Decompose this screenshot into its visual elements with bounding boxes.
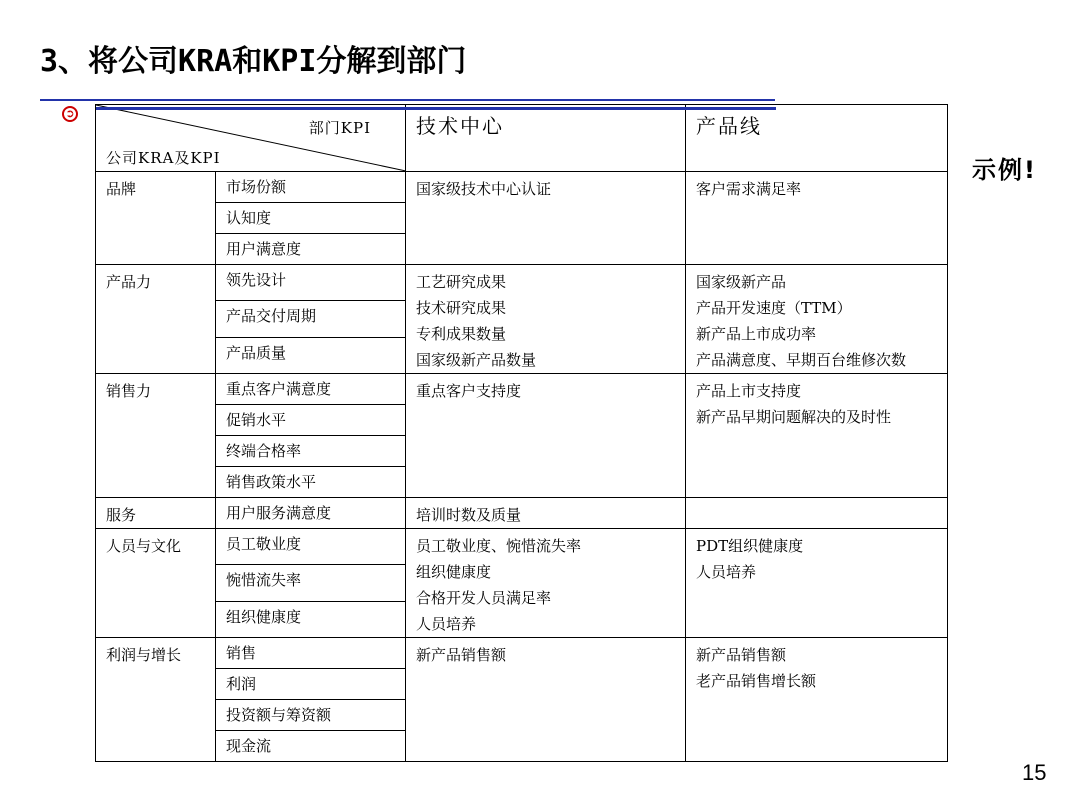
kpi-line: 国家级新产品 xyxy=(696,273,787,291)
slide-title: 3、将公司KRA和KPI分解到部门 xyxy=(40,44,467,79)
tech-center-kpi-cell xyxy=(406,374,686,498)
kpi-line: 产品开发速度（TTM） xyxy=(696,299,852,317)
company-kpi-cell: 产品质量 xyxy=(216,337,406,373)
kpi-line: 员工敬业度、惋惜流失率 xyxy=(416,537,582,555)
arrow-circle-icon: ➲ xyxy=(62,106,78,122)
kpi-line: 人员培养 xyxy=(416,615,477,633)
tech-center-kpi-cell xyxy=(406,265,686,374)
product-line-kpi-cell xyxy=(686,172,948,265)
table-row xyxy=(96,638,948,669)
title-underline xyxy=(40,99,775,101)
kpi-line: 老产品销售增长额 xyxy=(696,672,817,690)
dept-kpi-label: 部门KPI xyxy=(308,119,371,137)
kpi-line: 专利成果数量 xyxy=(416,325,507,343)
tech-center-kpi-cell xyxy=(406,638,686,762)
product-line-kpi-cell xyxy=(686,265,948,374)
kpi-line: 新产品早期问题解决的及时性 xyxy=(696,408,892,426)
company-kpi-cell: 用户满意度 xyxy=(216,234,406,265)
company-kpi-cell: 销售政策水平 xyxy=(216,467,406,498)
kpi-line: 新产品销售额 xyxy=(416,646,507,664)
kra-cell: 人员与文化 xyxy=(96,529,216,638)
kpi-line: 国家级技术中心认证 xyxy=(416,180,552,198)
tech-center-kpi-cell xyxy=(406,529,686,638)
kra-cell: 销售力 xyxy=(96,374,216,498)
kpi-line: 组织健康度 xyxy=(416,563,492,581)
company-kpi-cell: 用户服务满意度 xyxy=(216,498,406,529)
company-kpi-cell: 产品交付周期 xyxy=(216,301,406,337)
kpi-line: PDT组织健康度 xyxy=(696,537,804,555)
company-kpi-cell: 利润 xyxy=(216,669,406,700)
table-row xyxy=(96,265,948,301)
example-label: 示例! xyxy=(972,156,1037,184)
company-kpi-cell: 领先设计 xyxy=(216,265,406,301)
company-kpi-cell: 重点客户满意度 xyxy=(216,374,406,405)
table-row xyxy=(96,529,948,565)
kpi-line: 产品满意度、早期百台维修次数 xyxy=(696,351,907,369)
kpi-line: 新产品销售额 xyxy=(696,646,787,664)
company-kpi-cell: 员工敬业度 xyxy=(216,529,406,565)
tech-center-kpi-cell xyxy=(406,498,686,529)
kpi-line: 重点客户支持度 xyxy=(416,382,522,400)
kpi-line: 人员培养 xyxy=(696,563,757,581)
kra-cell: 服务 xyxy=(96,498,216,529)
company-kpi-cell: 销售 xyxy=(216,638,406,669)
kpi-line: 技术研究成果 xyxy=(416,299,507,317)
kra-kpi-table xyxy=(95,104,948,762)
company-kpi-cell: 现金流 xyxy=(216,731,406,762)
company-kpi-cell: 终端合格率 xyxy=(216,436,406,467)
company-kpi-cell: 促销水平 xyxy=(216,405,406,436)
product-line-kpi-cell xyxy=(686,498,948,529)
product-line-kpi-cell xyxy=(686,529,948,638)
column-header-tech-center: 技术中心 xyxy=(406,105,686,172)
kpi-line: 合格开发人员满足率 xyxy=(416,589,552,607)
kpi-line: 培训时数及质量 xyxy=(416,506,522,524)
product-line-kpi-cell xyxy=(686,374,948,498)
table-body xyxy=(96,172,948,762)
table-row xyxy=(96,172,948,203)
kpi-line: 产品上市支持度 xyxy=(696,382,802,400)
table-header-row xyxy=(96,105,948,172)
company-kpi-cell: 投资额与筹资额 xyxy=(216,700,406,731)
kpi-line: 新产品上市成功率 xyxy=(696,325,817,343)
tech-center-kpi-cell xyxy=(406,172,686,265)
column-header-product-line: 产品线 xyxy=(686,105,948,172)
kpi-line: 国家级新产品数量 xyxy=(416,351,537,369)
company-kpi-cell: 惋惜流失率 xyxy=(216,565,406,601)
kpi-line: 工艺研究成果 xyxy=(416,273,507,291)
product-line-kpi-cell xyxy=(686,638,948,762)
kra-cell: 品牌 xyxy=(96,172,216,265)
company-kpi-cell: 组织健康度 xyxy=(216,601,406,637)
kra-cell: 产品力 xyxy=(96,265,216,374)
company-kpi-cell: 市场份额 xyxy=(216,172,406,203)
table-top-accent-line xyxy=(96,107,776,110)
company-kra-label: 公司KRA及KPI xyxy=(106,149,221,167)
page-number: 15 xyxy=(1022,760,1047,785)
company-kpi-cell: 认知度 xyxy=(216,203,406,234)
kra-cell: 利润与增长 xyxy=(96,638,216,762)
table-row xyxy=(96,498,948,529)
kpi-line: 客户需求满足率 xyxy=(696,180,802,198)
diagonal-header-cell xyxy=(96,105,406,172)
table-row xyxy=(96,374,948,405)
